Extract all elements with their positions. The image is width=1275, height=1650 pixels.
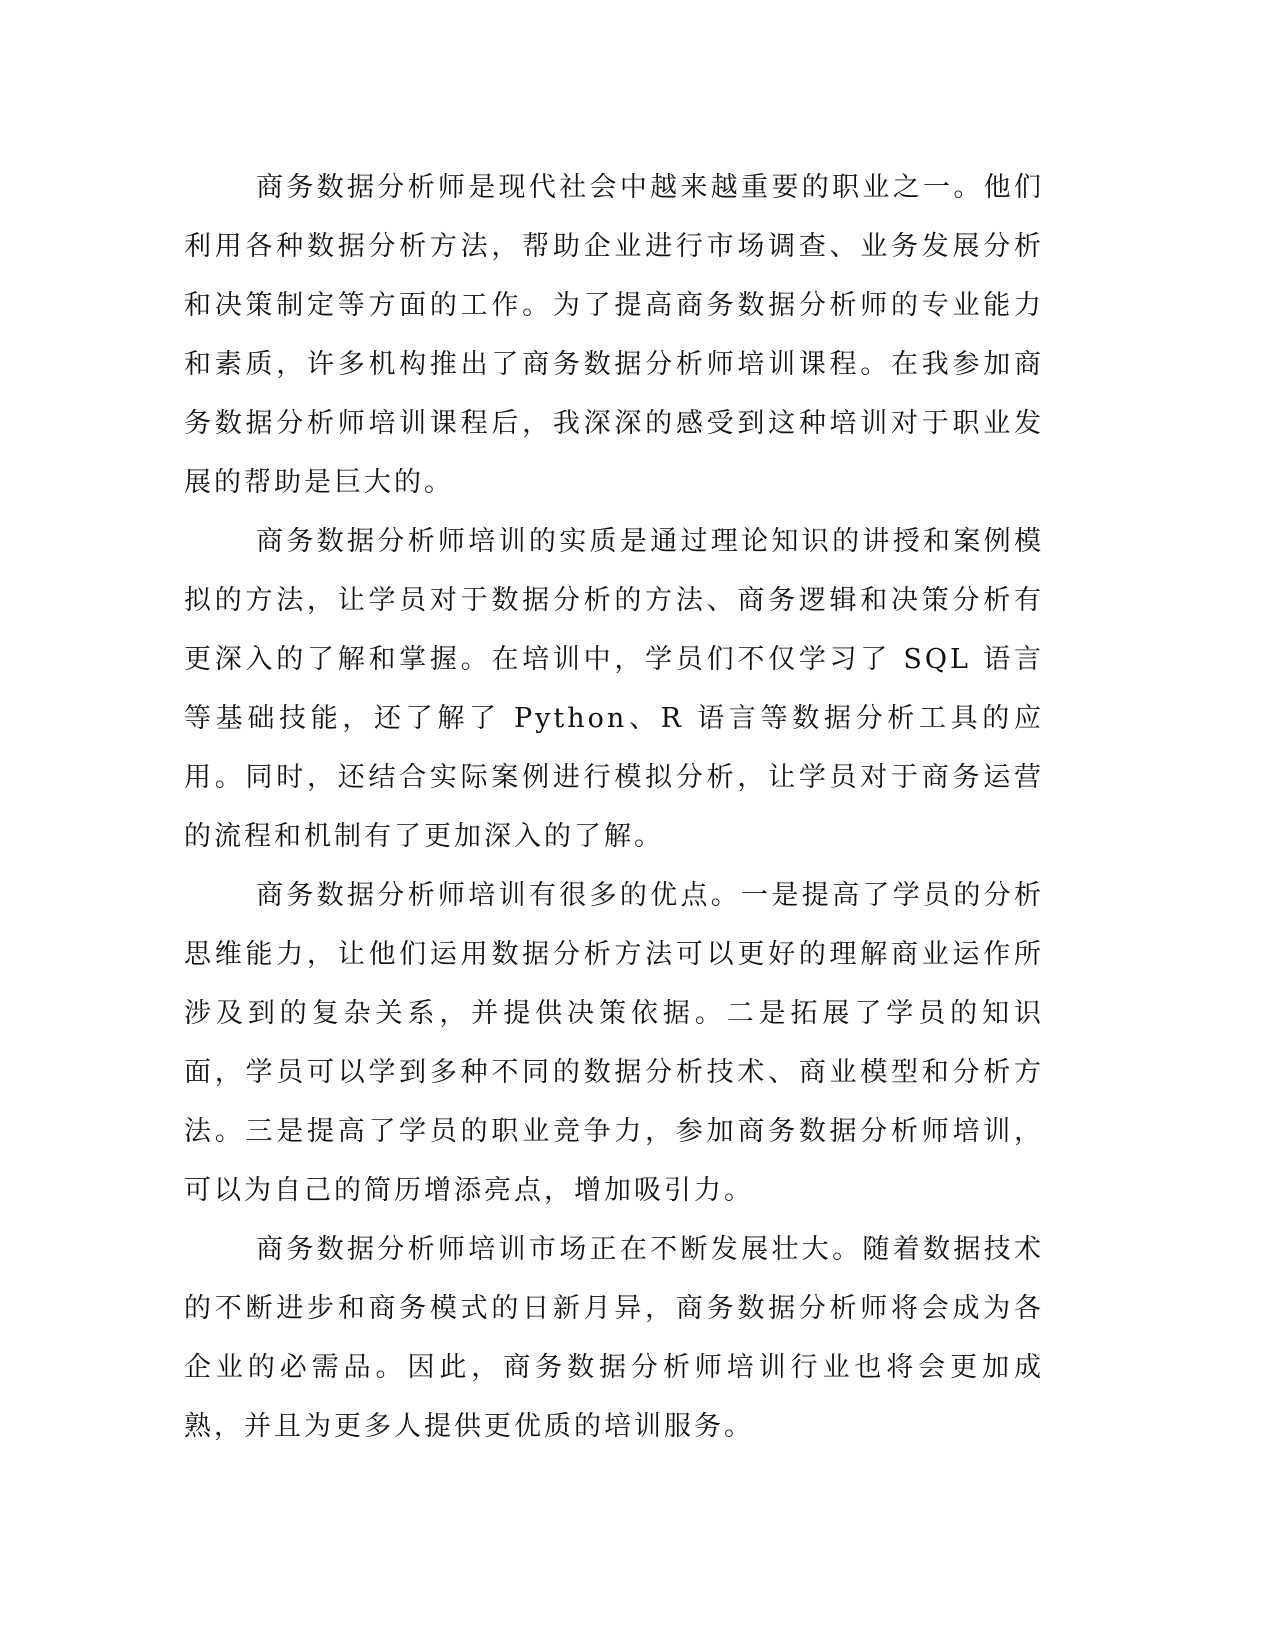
paragraph-2: 商务数据分析师培训的实质是通过理论知识的讲授和案例模拟的方法，让学员对于数据分析的方法、商务逻辑和决策分析有更深入的了解和掌握。在培训中，学员们不仅学习了 SQL 语言等基础技能，还了解了 Python、R 语言等数据分析工具的应用。同时，还结合实际案例进行模拟分析，让学员对于商务运营的流程和机制有了更加深入的了解。 <box>184 526 1044 852</box>
paragraph-1: 商务数据分析师是现代社会中越来越重要的职业之一。他们利用各种数据分析方法，帮助企业进行市场调查、业务发展分析和决策制定等方面的工作。为了提高商务数据分析师的专业能力和素质，许多机构推出了商务数据分析师培训课程。在我参加商务数据分析师培训课程后，我深深的感受到这种培训对于职业发展的帮助是巨大的。 <box>184 172 1044 498</box>
paragraph-3: 商务数据分析师培训有很多的优点。一是提高了学员的分析思维能力，让他们运用数据分析方法可以更好的理解商业运作所涉及到的复杂关系，并提供决策依据。二是拓展了学员的知识面，学员可以学到多种不同的数据分析技术、商业模型和分析方法。三是提高了学员的职业竞争力，参加商务数据分析师培训，可以为自己的简历增添亮点，增加吸引力。 <box>184 880 1044 1206</box>
document-body <box>184 158 1044 1456</box>
paragraph-4: 商务数据分析师培训市场正在不断发展壮大。随着数据技术的不断进步和商务模式的日新月异，商务数据分析师将会成为各企业的必需品。因此，商务数据分析师培训行业也将会更加成熟，并且为更多人提供更优质的培训服务。 <box>184 1234 1044 1442</box>
